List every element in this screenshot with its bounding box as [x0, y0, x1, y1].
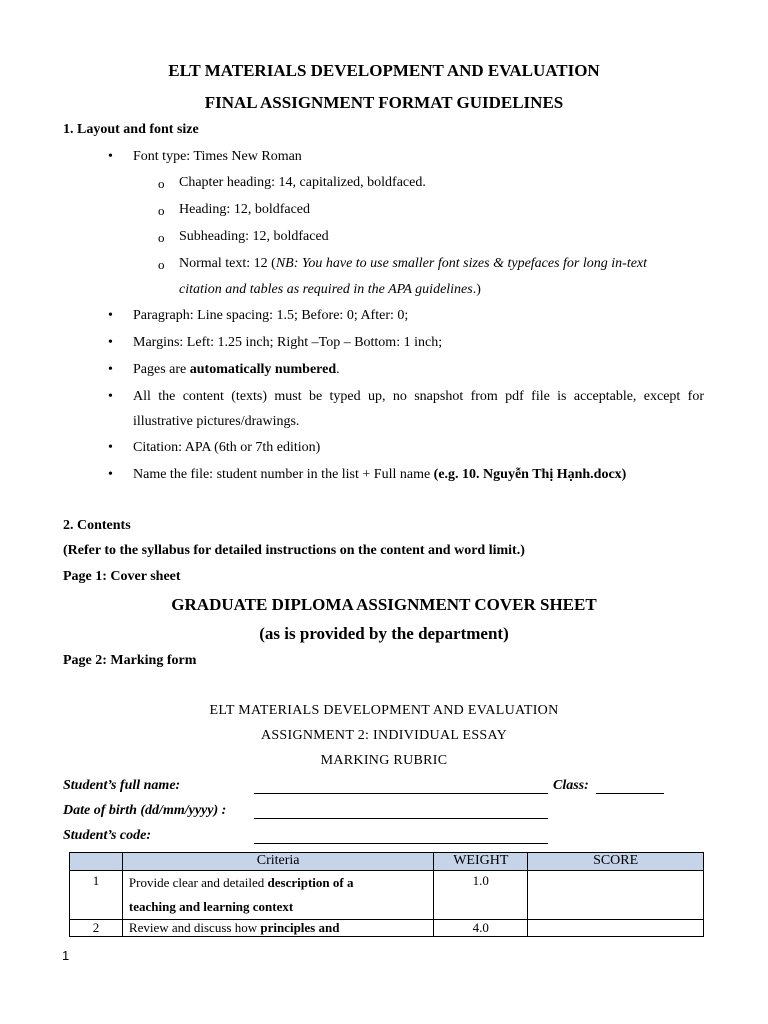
- class-label: Class:: [553, 778, 589, 793]
- subheading-item: Subheading: 12, boldfaced: [179, 229, 329, 244]
- circle-bullet-icon: o: [158, 257, 165, 272]
- bullet-icon: •: [108, 389, 113, 404]
- normal-text-item: Normal text: 12 (NB: You have to use smaller font sizes & typefaces for long in-text: [179, 256, 648, 271]
- file-name-item: Name the file: student number in the list + Full name (e.g. 10. Nguyễn Thị Hạnh.docx): [133, 467, 627, 482]
- dob-field[interactable]: [254, 818, 548, 819]
- rubric-course-title: ELT MATERIALS DEVELOPMENT AND EVALUATION: [209, 703, 559, 718]
- row-weight: 4.0: [434, 920, 528, 937]
- row-score[interactable]: [528, 871, 704, 920]
- row-number: 1: [70, 871, 123, 920]
- header-weight: WEIGHT: [434, 853, 528, 871]
- table-row: [70, 871, 704, 920]
- cover-sheet-title: GRADUATE DIPLOMA ASSIGNMENT COVER SHEET: [171, 595, 597, 614]
- section-1-heading: 1. Layout and font size: [63, 122, 199, 137]
- student-name-label: Student’s full name:: [63, 778, 181, 793]
- chapter-heading-item: Chapter heading: 14, capitalized, boldfaced.: [179, 175, 426, 190]
- rubric-assignment-title: ASSIGNMENT 2: INDIVIDUAL ESSAY: [260, 728, 508, 743]
- dob-label: Date of birth (dd/mm/yyyy) :: [63, 803, 227, 818]
- bullet-icon: •: [108, 335, 113, 350]
- section-2-heading: 2. Contents: [63, 518, 131, 533]
- heading-item: Heading: 12, boldfaced: [179, 202, 311, 217]
- page-1-label: Page 1: Cover sheet: [63, 569, 181, 584]
- circle-bullet-icon: o: [158, 176, 165, 191]
- row-number: 2: [70, 920, 123, 937]
- marking-rubric-table: [69, 852, 704, 937]
- document-subtitle: FINAL ASSIGNMENT FORMAT GUIDELINES: [204, 93, 564, 112]
- circle-bullet-icon: o: [158, 203, 165, 218]
- row-criteria: Provide clear and detailed description of a teaching and learning context: [122, 871, 433, 920]
- normal-text-item-cont: citation and tables as required in the APA guidelines.): [179, 282, 481, 297]
- citation-item: Citation: APA (6th or 7th edition): [133, 440, 321, 455]
- student-name-field[interactable]: [254, 793, 548, 794]
- pages-item: Pages are automatically numbered.: [133, 362, 340, 377]
- circle-bullet-icon: o: [158, 230, 165, 245]
- student-code-label: Student’s code:: [63, 828, 152, 843]
- font-type-item: Font type: Times New Roman: [133, 149, 302, 164]
- header-criteria: Criteria: [122, 853, 433, 871]
- header-number: [70, 853, 123, 871]
- table-row: [70, 920, 704, 937]
- margins-item: Margins: Left: 1.25 inch; Right –Top – Bottom: 1 inch;: [133, 335, 443, 350]
- header-score: SCORE: [528, 853, 704, 871]
- class-field[interactable]: [596, 793, 664, 794]
- rubric-title: MARKING RUBRIC: [320, 753, 448, 768]
- row-weight: 1.0: [434, 871, 528, 920]
- bullet-icon: •: [108, 149, 113, 164]
- section-2-note: (Refer to the syllabus for detailed instructions on the content and word limit.): [63, 543, 525, 558]
- bullet-icon: •: [108, 467, 113, 482]
- page-2-label: Page 2: Marking form: [63, 653, 197, 668]
- bullet-icon: •: [108, 362, 113, 377]
- paragraph-item: Paragraph: Line spacing: 1.5; Before: 0; After: 0;: [133, 308, 409, 323]
- bullet-icon: •: [108, 308, 113, 323]
- content-item-cont: illustrative pictures/drawings.: [133, 414, 300, 429]
- document-title: ELT MATERIALS DEVELOPMENT AND EVALUATION: [168, 61, 600, 80]
- student-code-field[interactable]: [254, 843, 548, 844]
- content-item: All the content (texts) must be typed up, no snapshot from pdf file is acceptable, except for: [133, 389, 704, 404]
- page-number: 1: [62, 948, 70, 963]
- row-criteria: Review and discuss how principles and: [122, 920, 433, 937]
- row-score[interactable]: [528, 920, 704, 937]
- table-header-row: [70, 853, 704, 871]
- cover-sheet-subtitle: (as is provided by the department): [259, 624, 509, 643]
- bullet-icon: •: [108, 440, 113, 455]
